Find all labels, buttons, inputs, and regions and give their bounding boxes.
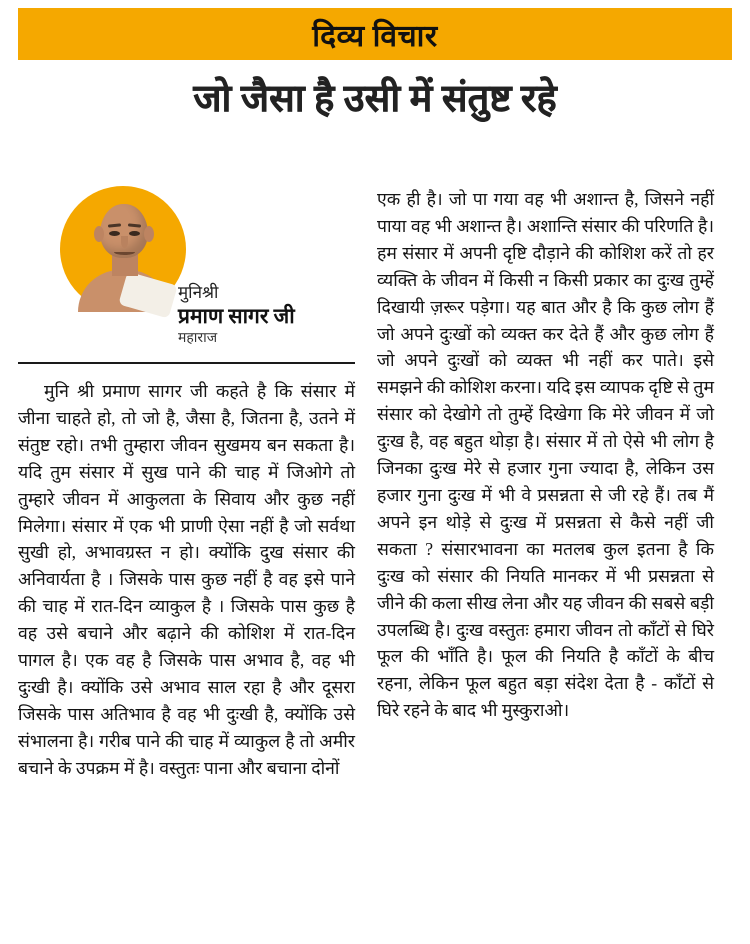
portrait-nose xyxy=(121,236,128,248)
author-name: प्रमाण सागर जी xyxy=(178,304,295,329)
article-columns xyxy=(18,186,732,932)
headline-container xyxy=(18,78,732,122)
author-honorific: मुनिश्री xyxy=(178,283,219,302)
newspaper-page xyxy=(0,8,750,944)
article-column-left xyxy=(18,186,355,932)
article-column-right xyxy=(377,186,714,932)
author-credit xyxy=(178,282,356,347)
portrait-mouth xyxy=(114,249,135,255)
article-body-left: मुनि श्री प्रमाण सागर जी कहते है कि संसार में जीना चाहते हो, तो जो है, जैसा है, जितना है, उतने में संतुष्ट रहो। तभी तुम्हारा जीवन सुखमय बन सकता है। यदि तुम संसार में सुख पाने की चाह में जिओगे तो तुम्हारे जीवन में आकुलता के सिवाय और कुछ नहीं मिलेगा। संसार में एक भी प्राणी ऐसा नहीं है जो सर्वथा सुखी हो, अभावग्रस्त न हो। क्योंकि दुख संसार की अनिवार्यता है । जिसके पास कुछ नहीं है वह इसे पाने की चाह में रात-दिन व्याकुल है । जिसके पास कुछ है वह उसे बचाने और बढ़ाने की कोशिश में रात-दिन पागल है। एक वह है जिसके पास अभाव है, वह भी दुःखी है। क्योंकि उसे अभाव साल रहा है और दूसरा जिसके पास अतिभाव है वह भी दुःखी है, क्योंकि उसे संभालना है। गरीब पाने की चाह में व्याकुल है तो अमीर बचाने के उपक्रम में है। वस्तुतः पाना और बचाना दोनों xyxy=(18,381,355,778)
portrait-eye-left xyxy=(109,231,120,236)
portrait-ear-right xyxy=(144,226,154,242)
portrait-eye-right xyxy=(129,231,140,236)
page-title: जो जैसा है उसी में संतुष्ट रहे xyxy=(193,78,557,120)
portrait-ear-left xyxy=(94,226,104,242)
masthead-title: दिव्य विचार xyxy=(312,19,438,53)
author-block xyxy=(18,186,355,372)
divider xyxy=(18,362,355,364)
author-suffix: महाराज xyxy=(178,330,218,346)
article-body-right: एक ही है। जो पा गया वह भी अशान्त है, जिसने नहीं पाया वह भी अशान्त है। अशान्ति संसार की परिणति है। हम संसार में अपनी दृष्टि दौड़ाने की कोशिश करें तो हर व्यक्ति के जीवन में किसी न किसी प्रकार का दुःख तुम्हें दिखायी ज़रूर पड़ेगा। यह बात और है कि कुछ लोग हैं जो अपने दुःखों को व्यक्त कर देते हैं और कुछ लोग हैं जो अपने दुःखों को व्यक्त भी नहीं कर पाते। इसे समझने की कोशिश करना। यदि इस व्यापक दृष्टि से तुम संसार को देखोगे तो तुम्हें दिखेगा कि मेरे जीवन में जो दुःख है, वह बहुत थोड़ा है। संसार में तो ऐसे भी लोग है जिनका दुःख मेरे से हजार गुना ज्यादा है, लेकिन उस हजार गुना दुःख में भी वे प्रसन्नता से जी रहे हैं। तब मैं अपने इन थोड़े से दुःख में प्रसन्नता से कैसे नहीं जी सकता ? संसारभावना का मतलब कुल इतना है कि दुःख को संसार की नियति मानकर में भी प्रसन्नता से जीने की कला सीख लेना और यह जीवन की सबसे बड़ी उपलब्धि है। दुःख वस्तुतः हमारा जीवन तो काँटों से घिरे फूल की भाँति है। फूल की नियति है काँटों के बीच रहना, लेकिन फूल बहुत बड़ा संदेश देता है - काँटों से घिरे रहने के बाद भी मुस्कुराओ। xyxy=(377,189,714,721)
masthead-banner xyxy=(18,8,732,60)
monk-portrait-photo xyxy=(60,186,186,312)
